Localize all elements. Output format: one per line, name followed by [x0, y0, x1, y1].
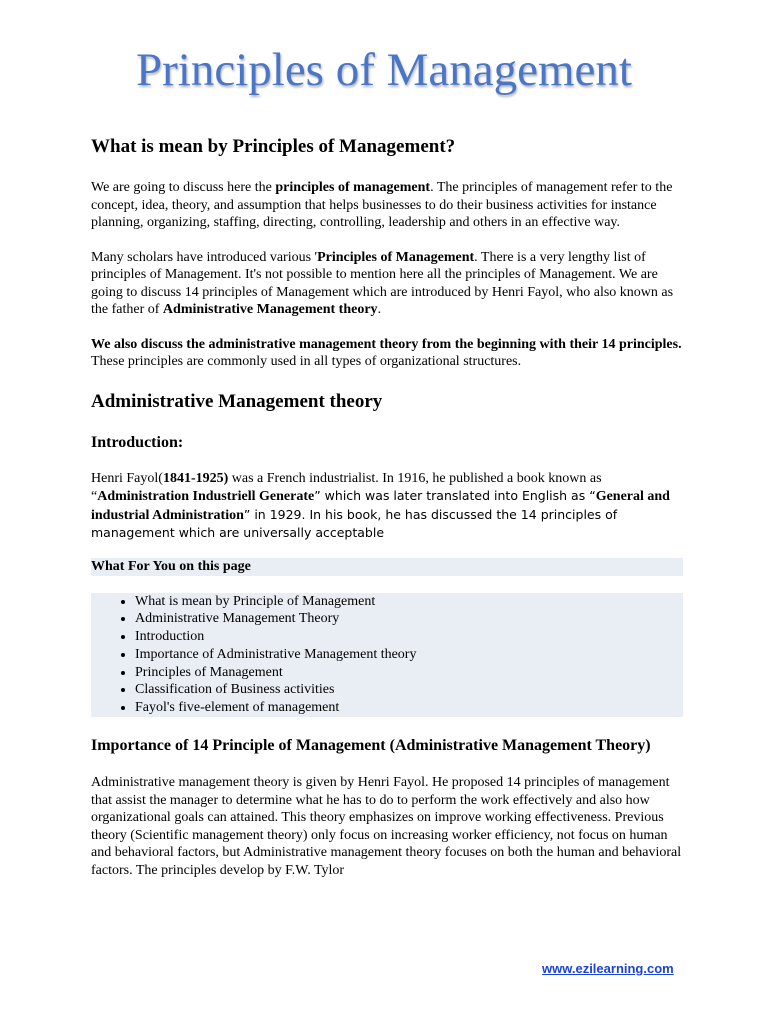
text: ” which was later translated into English as “ — [314, 488, 596, 503]
paragraph-scholars — [91, 249, 683, 319]
website-link[interactable]: www.ezilearning.com — [542, 961, 674, 976]
bold-text: principles of management — [275, 180, 431, 195]
toc-item[interactable]: • What is mean by Principle of Management — [135, 593, 683, 611]
toc-list — [91, 593, 683, 718]
bold-text: General and industrial Administration — [91, 489, 670, 523]
text: was a French industrialist. In 1916, he published a book known as “ — [91, 470, 602, 504]
toc-heading: What For You on this page — [91, 558, 683, 576]
bold-text: We also discuss the administrative management theory from the beginning with their 14 principles. — [91, 336, 682, 352]
text: Henri Fayol( — [91, 470, 163, 486]
toc-item[interactable]: • Principles of Management — [135, 664, 683, 682]
toc-item[interactable]: • Classification of Business activities — [135, 681, 683, 699]
toc-item[interactable]: • Importance of Administrative Management theory — [135, 646, 683, 664]
text: We are going to discuss here the — [91, 180, 276, 195]
section-heading-administrative: Administrative Management theory — [91, 390, 383, 412]
section-heading-principles: What is mean by Principles of Management? — [91, 136, 456, 157]
subheading-introduction: Introduction: — [91, 433, 184, 451]
toc-item[interactable]: • Fayol's five-element of management — [135, 699, 683, 717]
text: ” in 1929. In his book, he has discussed the 14 principles of management which are universally acceptable — [91, 506, 618, 540]
paragraph-intro — [91, 179, 683, 232]
text: These principles are commonly used in all types of organizational structures. — [91, 354, 522, 369]
paragraph-discuss — [91, 336, 683, 371]
bold-text: Principles of Management — [317, 249, 475, 265]
text: . There is a very lengthy list of principles of Management. It's not possible to mention here all the principles of Management. We are going to discuss 14 principles of Management which are introduced by Henri Fayol, who also known as the father of — [91, 249, 674, 317]
document-body — [91, 135, 683, 879]
bold-text: Administration Industriell Generate — [97, 489, 315, 504]
paragraph-fayol — [91, 470, 683, 543]
page-title: Principles of Management — [136, 44, 632, 96]
section-heading-importance: Importance of 14 Principle of Management (Administrative Management Theory) — [91, 737, 651, 755]
text: Many scholars have introduced various ' — [91, 249, 318, 265]
bold-text: 1841-1925) — [162, 470, 229, 486]
bold-text: Administrative Management theory — [162, 302, 378, 317]
toc-item[interactable]: • Introduction — [135, 628, 683, 646]
text: . The principles of management refer to the concept, idea, theory, and assumption that helps businesses to do their business activities for instance planning, organizing, staffing, directing, controlling, leadership and others in an effective way. — [91, 180, 673, 230]
paragraph-importance: Administrative management theory is given by Henri Fayol. He proposed 14 principles of management that assist the manager to determine what he has to do to perform the work effectively and also how organizational goals can attained. This theory emphasizes on improve working effectiveness. Previous theory (Scientific management theory) only focus on increasing worker efficiency, not focus on human and behavioral factors, but Administrative management theory focuses on both the human and behavioral factors. The principles develop by F.W. Tylor — [91, 775, 682, 878]
text: . — [377, 302, 382, 317]
toc-item[interactable]: • Administrative Management Theory — [135, 610, 683, 628]
